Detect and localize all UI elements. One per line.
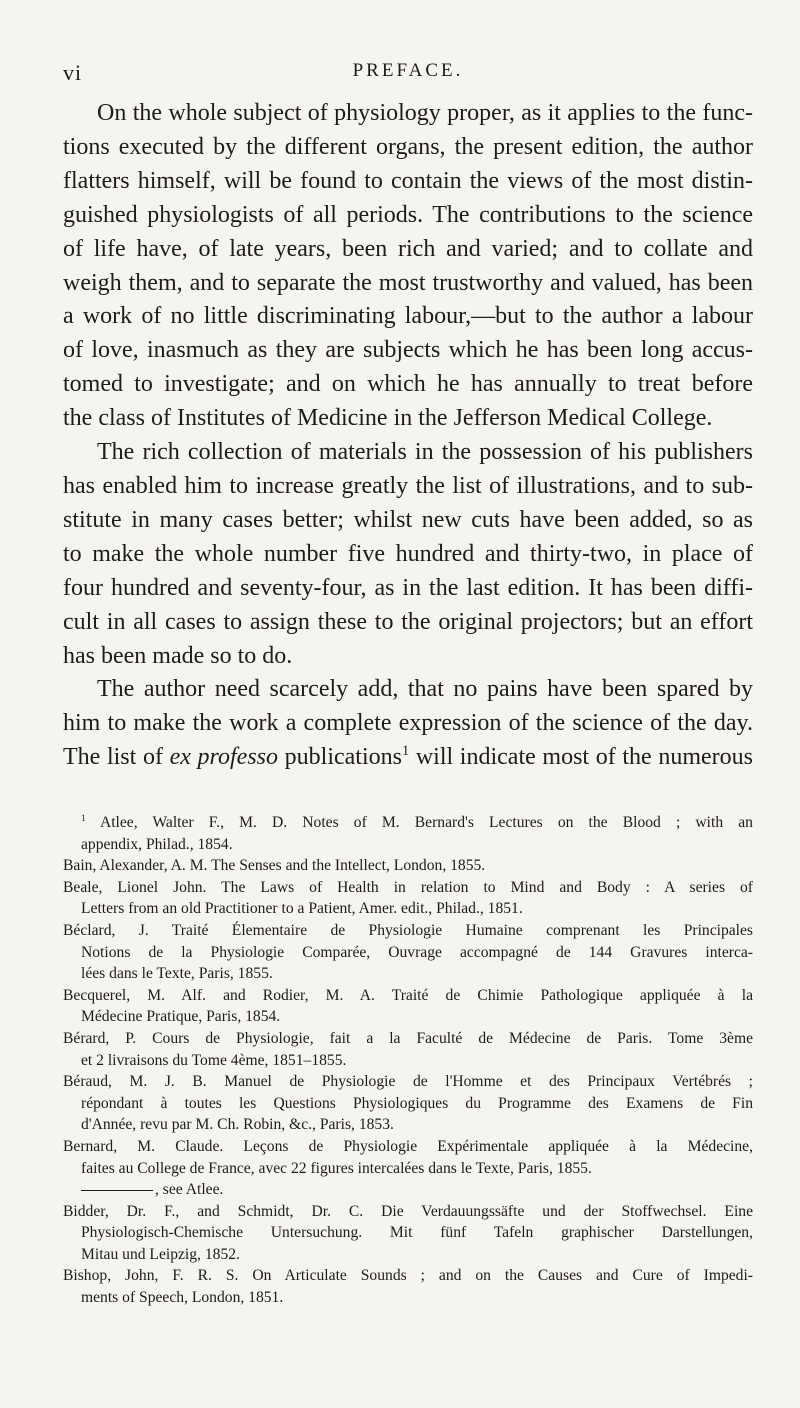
footnote-marker: 1 [81,813,86,824]
text-line: four hundred and seventy-four, as in the last edition. It has been diffi- [63,574,753,601]
footnotes [63,812,753,1309]
paragraph-1 [63,97,753,436]
footnote-entry [63,812,753,855]
footnote-entry [63,1136,753,1179]
text-line: The rich collection of materials in the possession of his publishers [97,439,753,466]
text-line: guished physiologists of all periods. The contributions to the science [63,201,753,228]
footnote-text: , see Atlee. [155,1181,224,1199]
text-line: cult in all cases to assign these to the original projectors; but an effort [63,608,753,635]
footnote-line: Béclard, J. Traité Élementaire de Physiologie Humaine comprenant les Principales [63,921,753,939]
footnote-line [63,1179,753,1201]
text-line: stitute in many cases better; whilst new cuts have been added, so as [63,506,753,533]
text-line: has been made so to do. [63,642,293,669]
footnote-line: Béraud, M. J. B. Manuel de Physiologie de l'Homme et des Principaux Vertébrés ; [63,1073,753,1091]
text-line: weigh them, and to separate the most trustworthy and valued, has been [63,269,753,296]
footnote-line: Bain, Alexander, A. M. The Senses and the Intellect, London, 1855. [63,857,486,875]
text-line: The author need scarcely add, that no pains have been spared by [97,676,753,703]
footnote-line: Mitau und Leipzig, 1852. [81,1245,240,1263]
text-line: has enabled him to increase greatly the list of illustrations, and to sub- [63,472,753,499]
text-line: a work of no little discriminating labour,—but to the author a labour [63,303,753,330]
footnote-entry [63,877,753,920]
text-line [63,741,753,775]
footnote-text: Atlee, Walter F., M. D. Notes of M. Bernard's Lectures on the Blood ; with an [99,814,753,831]
italic-phrase: ex professo [169,744,278,771]
footnote-line: et 2 livraisons du Tome 4ème, 1851–1855. [81,1051,347,1069]
footnote-line: Beale, Lionel John. The Laws of Health in relation to Mind and Body : A series of [63,878,753,896]
footnote-line: Letters from an old Practitioner to a Patient, Amer. edit., Philad., 1851. [81,900,523,918]
footnote-entry [63,1201,753,1266]
footnote-line: Becquerel, M. Alf. and Rodier, M. A. Traité de Chimie Pathologique appliquée à la [63,986,753,1004]
text-fragment: The list of [63,744,170,771]
footnote-line: répondant à toutes les Questions Physiologiques du Programme des Examens de Fin [81,1094,753,1112]
footnote-line [63,812,753,834]
footnote-line: Bishop, John, F. R. S. On Articulate Sounds ; and on the Causes and Cure of Impedi- [63,1267,753,1285]
footnote-line: Bidder, Dr. F., and Schmidt, Dr. C. Die Verdauungssäfte und der Stoffwechsel. Eine [63,1202,753,1220]
text-line: the class of Institutes of Medicine in the Jefferson Medical College. [63,405,713,432]
footnote-line: appendix, Philad., 1854. [81,835,233,853]
text-fragment: will indicate most of the numerous [409,744,753,771]
footnote-line: ments of Speech, London, 1851. [81,1289,284,1307]
footnote-line: Bernard, M. Claude. Leçons de Physiologie Expérimentale appliquée à la Médecine, [63,1137,753,1155]
footnote-line: Physiologisch-Chemische Untersuchung. Mit fünf Tafeln graphischer Darstellungen, [81,1224,753,1242]
paragraph-2 [63,436,753,673]
footnote-entry [63,985,753,1028]
page-number: vi [63,60,83,85]
footnote-entry [63,1028,753,1071]
text-line: him to make the work a complete expression of the science of the day. [63,710,753,737]
footnote-entry [63,1071,753,1136]
text-line: to make the whole number five hundred and thirty-two, in place of [63,540,753,567]
footnote-entry [63,855,753,877]
preface-body [63,97,753,775]
text-line: On the whole subject of physiology proper, as it applies to the func- [97,100,753,126]
footnote-line: Bérard, P. Cours de Physiologie, fait a la Faculté de Médecine de Paris. Tome 3ème [63,1029,753,1047]
footnote-line: faites au College de France, avec 22 figures intercalées dans le Texte, Paris, 1855. [81,1159,592,1177]
text-line: of love, inasmuch as they are subjects which he has been long accus- [63,337,753,364]
text-fragment: publications [278,744,402,771]
text-line: flatters himself, will be found to contain the views of the most distin- [63,167,753,194]
ditto-dash [81,1190,153,1191]
footnote-line: d'Année, revu par M. Ch. Robin, &c., Paris, 1853. [81,1116,394,1134]
text-line: tomed to investigate; and on which he has annually to treat before [63,371,753,398]
footnote-entry [63,1265,753,1308]
paragraph-3 [63,673,753,775]
footnote-entry [63,920,753,985]
footnote-ref: 1 [401,743,410,760]
running-head: PREFACE. [352,60,464,81]
footnote-line: Médecine Pratique, Paris, 1854. [81,1008,281,1026]
footnote-entry [63,1179,753,1201]
page-header [63,60,753,84]
text-line: tions executed by the different organs, the present edition, the author [63,133,753,160]
footnote-line: Notions de la Physiologie Comparée, Ouvrage accompagné de 144 Gravures interca- [81,943,753,961]
footnote-line: lées dans le Texte, Paris, 1855. [81,965,273,983]
text-line: of life have, of late years, been rich and varied; and to collate and [63,235,753,262]
